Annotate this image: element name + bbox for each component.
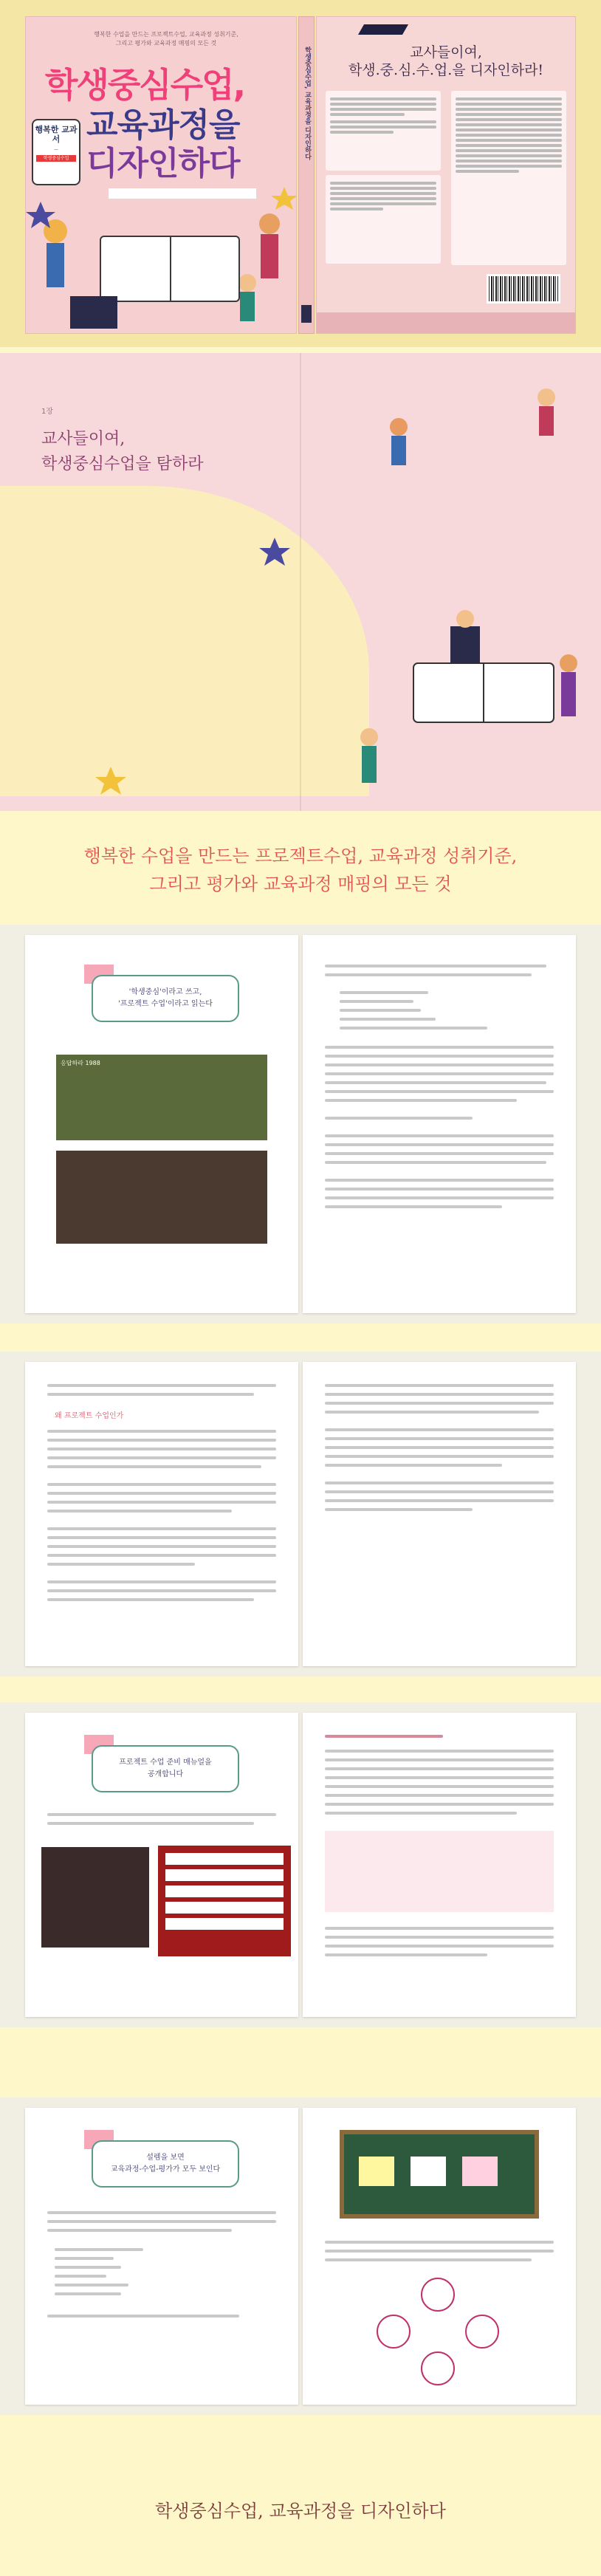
left-page [25,1713,298,2017]
chapter-illustration [0,353,601,811]
cycle-node-top [421,2278,455,2312]
callout-line1: 설렘을 보면 [146,2154,185,2162]
section-callout [92,2140,239,2188]
chapter-title: 교사들이여, 학생중심수업을 탐하라 [41,430,204,473]
slogan-line1: 행복한 수업을 만드는 프로젝트수업, 교육과정 성취기준, [83,846,518,866]
photo-classroom [40,1846,151,1949]
photo-cast [55,1149,269,1245]
cover-title-line2: 교육과정을 [86,106,240,144]
section-heading: 왜 프로젝트 수업인가 [55,1412,124,1420]
callout-line1: '학생중심'이라고 쓰고, [128,988,202,996]
left-page [25,1362,298,1666]
cover-title-line1: 학생중심수업, [45,65,245,105]
back-cover-tagline: 교사들이여, 학생.중.심.수.업.을 디자인하라! [348,44,544,78]
book-spine [298,16,315,334]
left-page [25,2108,298,2405]
flow-diagram [158,1846,291,1956]
cycle-node-bottom [421,2351,455,2385]
right-page [303,1362,576,1666]
slogan [0,842,601,923]
cycle-node-right [465,2315,499,2349]
chapter-number: 1장 [41,408,54,416]
publisher-mini-book [70,296,117,329]
badge-rule: — [54,147,58,152]
slogan-line2: 그리고 평가와 교육과정 매핑의 모든 것 [149,874,452,894]
right-page [303,2108,576,2405]
interior-spread-2 [0,1352,601,1676]
interior-spread-3 [0,1702,601,2027]
footer-title [0,2496,601,2548]
back-text-box-1 [326,91,441,171]
right-page [303,1713,576,2017]
callout-line2: 공개합니다 [147,1770,184,1778]
cover-title-line3: 디자인하다 [86,145,240,182]
chapter-opener-spread [0,353,601,811]
graduation-cap-icon [361,20,405,42]
barcode [487,274,560,304]
open-book-illustration [100,236,240,302]
dialogue-box [325,1831,554,1912]
interior-spread-1 [0,925,601,1323]
spine-publisher-logo [301,305,312,323]
photo-drama-set [55,1053,269,1142]
cover-tagline: 행복한 수업을 만드는 프로젝트수업, 교육과정 성취기준, 그리고 평가와 교육과정 매핑의 모든 것 [94,31,238,47]
front-cover [25,16,297,334]
section-callout [92,975,239,1022]
badge-red-label: 학생중심수업 [36,155,76,162]
interior-spread-4 [0,2097,601,2415]
callout-line1: 프로젝트 수업 준비 매뉴얼을 [119,1758,212,1767]
back-cover [316,16,576,334]
back-text-box-2 [326,175,441,264]
chalkboard-photo [340,2130,539,2219]
callout-line2: '프로젝트 수업'이라고 읽는다 [118,1000,213,1008]
photo-label: 응답하라 1988 [61,1060,100,1066]
left-page [25,935,298,1313]
section-callout [92,1745,239,1792]
back-cover-footer [317,312,576,334]
badge-title: 행복한 교과서 [35,125,78,144]
cover-badge [32,119,80,185]
spine-title: 학생중심수업, 교육과정을 디자인하다 [303,47,311,160]
book-cover-spread [0,0,601,347]
callout-line2: 교육과정-수업-평가가 모두 보인다 [110,2165,221,2174]
right-page [303,935,576,1313]
back-text-box-3 [451,91,566,265]
cycle-node-left [377,2315,411,2349]
footer-title-text: 학생중심수업, 교육과정을 디자인하다 [155,2501,446,2521]
